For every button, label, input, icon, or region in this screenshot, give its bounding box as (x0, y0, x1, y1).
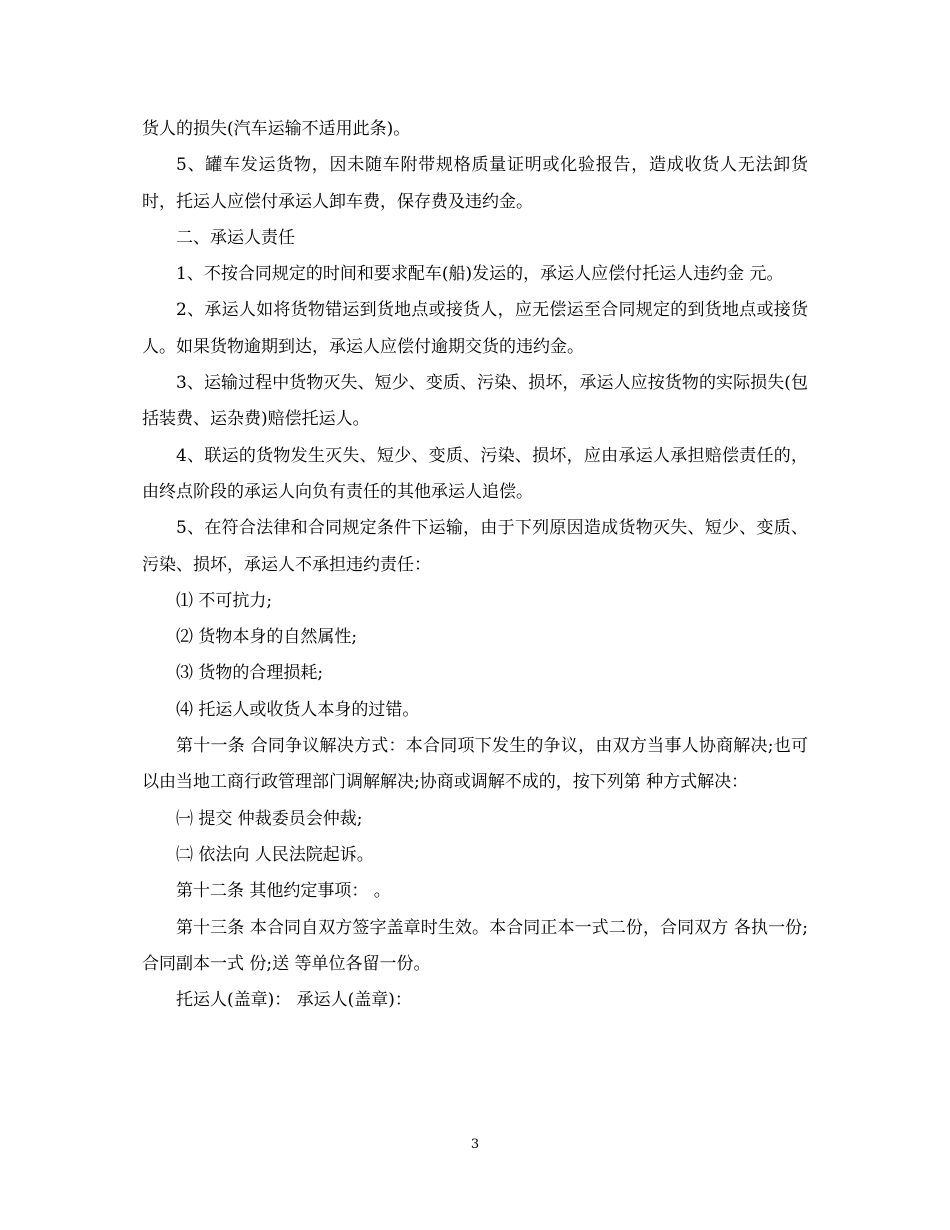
paragraph-clause-5-tank-car: 5、罐车发运货物，因未随车附带规格质量证明或化验报告，造成收货人无法卸货时，托运人应偿付承运人卸车费，保存费及违约金。 (142, 155, 808, 212)
list-item-arbitration: ㈠ 提交 仲裁委员会仲裁; (176, 808, 363, 829)
paragraph-article-13: 第十三条 本合同自双方签字盖章时生效。本合同正本一式二份，合同双方 各执一份;合同副本一式 份;送 等单位各留一份。 (142, 917, 808, 974)
signature-line: 托运人(盖章)： 承运人(盖章)： (176, 990, 412, 1011)
list-item-litigation: ㈡ 依法向 人民法院起诉。 (176, 844, 374, 865)
list-item-reasonable-loss: ⑶ 货物的合理损耗; (176, 663, 324, 684)
paragraph-article-12: 第十二条 其他约定事项： 。 (176, 881, 391, 902)
paragraph-clause-5-exemptions: 5、在符合法律和合同规定条件下运输，由于下列原因造成货物灭失、短少、变质、污染、损坏，承运人不承担违约责任： (142, 518, 808, 575)
paragraph-clause-2: 2、承运人如将货物错运到货地点或接货人，应无偿运至合同规定的到货地点或接货人。如果货物逾期到达，承运人应偿付逾期交货的违约金。 (142, 300, 808, 357)
paragraph-continuation: 货人的损失(汽车运输不适用此条)。 (142, 119, 411, 139)
paragraph-article-11: 第十一条 合同争议解决方式：本合同项下发生的争议，由双方当事人协商解决;也可以由当地工商行政管理部门调解解决;协商或调解不成的，按下列第 种方式解决： (142, 736, 808, 793)
list-item-force-majeure: ⑴ 不可抗力; (176, 590, 273, 611)
document-body (142, 111, 808, 1018)
paragraph-clause-3: 3、运输过程中货物灭失、短少、变质、污染、损坏，承运人应按货物的实际损失(包括装费、运杂费)赔偿托运人。 (142, 373, 808, 430)
section-heading-carrier-liability: 二、承运人责任 (176, 227, 295, 248)
list-item-natural-property: ⑵ 货物本身的自然属性; (176, 627, 358, 648)
paragraph-clause-1: 1、不按合同规定的时间和要求配车(船)发运的，承运人应偿付托运人违约金 元。 (176, 264, 784, 285)
paragraph-clause-4: 4、联运的货物发生灭失、短少、变质、污染、损坏，应由承运人承担赔偿责任的，由终点阶段的承运人向负有责任的其他承运人追偿。 (142, 445, 808, 502)
list-item-party-fault: ⑷ 托运人或收货人本身的过错。 (176, 699, 420, 720)
page-number: 3 (470, 1137, 480, 1152)
